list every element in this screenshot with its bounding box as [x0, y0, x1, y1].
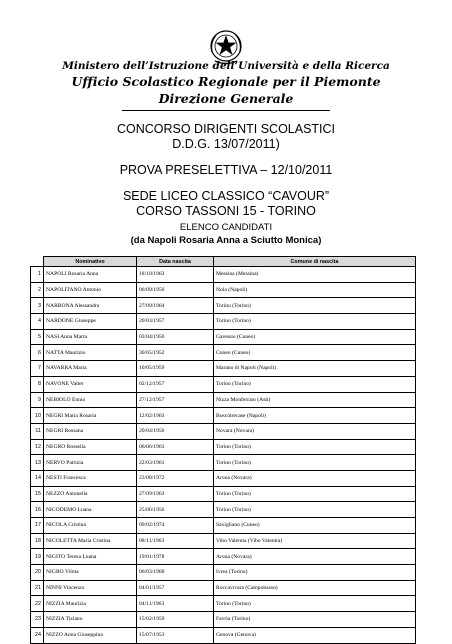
- birth-date: 27/09/1964: [137, 298, 214, 314]
- table-row: [31, 533, 416, 549]
- row-number: 4: [31, 314, 44, 330]
- column-header-date: Data nascita: [137, 257, 214, 267]
- birth-date: 15/02/1959: [137, 612, 214, 628]
- birth-date: 03/04/1956: [137, 329, 214, 345]
- birth-date: 30/05/1952: [137, 345, 214, 361]
- table-row: [31, 627, 416, 643]
- table-row: [31, 470, 416, 486]
- row-number: 11: [31, 423, 44, 439]
- candidate-name: NIZZIA Maurizia: [44, 596, 137, 612]
- row-number: 1: [31, 267, 44, 283]
- candidate-name: NASI Anna Marta: [44, 329, 137, 345]
- table-header-row: [31, 257, 416, 267]
- row-number: 7: [31, 361, 44, 377]
- table-row: [31, 455, 416, 471]
- birth-place: Genova (Genova): [214, 627, 416, 643]
- table-row: [31, 439, 416, 455]
- candidate-name: NIZZO Anna Giuseppina: [44, 627, 137, 643]
- table-row: [31, 361, 416, 377]
- candidate-name: NAVARRA Maria: [44, 361, 137, 377]
- contest-title: CONCORSO DIRIGENTI SCOLASTICI: [116, 122, 336, 136]
- birth-place: Torino (Torino): [214, 486, 416, 502]
- birth-place: Savigliano (Cuneo): [214, 518, 416, 534]
- birth-date: 20/04/1956: [137, 423, 214, 439]
- candidate-name: NARBONA Alessandra: [44, 298, 137, 314]
- row-number: 12: [31, 439, 44, 455]
- row-number: 9: [31, 392, 44, 408]
- birth-date: 20/03/1957: [137, 314, 214, 330]
- birth-place: Arona (Novara): [214, 549, 416, 565]
- candidate-name: NEBIOLO Ennio: [44, 392, 137, 408]
- row-number: 2: [31, 282, 44, 298]
- birth-date: 22/03/1961: [137, 455, 214, 471]
- row-number: 15: [31, 486, 44, 502]
- birth-place: Garessio (Cuneo): [214, 329, 416, 345]
- list-range: (da Napoli Rosaria Anna a Sciutto Monica): [130, 235, 322, 246]
- candidate-name: NAVONE Valter: [44, 376, 137, 392]
- birth-place: Cuneo (Cuneo): [214, 345, 416, 361]
- birth-date: 27/12/1957: [137, 392, 214, 408]
- table-row: [31, 596, 416, 612]
- table-row: [31, 298, 416, 314]
- candidate-name: NATTA Maurizio: [44, 345, 137, 361]
- birth-place: Torino (Torino): [214, 502, 416, 518]
- table-row: [31, 345, 416, 361]
- birth-place: Torino (Torino): [214, 376, 416, 392]
- candidate-name: NEGRO Rossella: [44, 439, 137, 455]
- candidate-name: NICODEMO Luana: [44, 502, 137, 518]
- birth-date: 02/12/1957: [137, 376, 214, 392]
- contest-decree: D.D.G. 13/07/2011): [172, 137, 280, 151]
- list-heading: ELENCO CANDIDATI: [179, 222, 273, 233]
- row-number: 10: [31, 408, 44, 424]
- row-number: 5: [31, 329, 44, 345]
- office-name: Ufficio Scolastico Regionale per il Piemonte: [71, 74, 381, 89]
- table-row: [31, 376, 416, 392]
- row-number: 13: [31, 455, 44, 471]
- birth-place: Roccavivara (Campobasso): [214, 580, 416, 596]
- candidate-name: NICOLETTA Maria Cristina: [44, 533, 137, 549]
- column-header-city: Comune di nascita: [214, 257, 416, 267]
- birth-place: Nola (Napoli): [214, 282, 416, 298]
- row-number: 14: [31, 470, 44, 486]
- row-number: 22: [31, 596, 44, 612]
- table-row: [31, 392, 416, 408]
- candidates-table: [30, 256, 416, 644]
- birth-place: Torino (Torino): [214, 596, 416, 612]
- direction-name: Direzione Generale: [158, 91, 294, 106]
- venue-address: CORSO TASSONI 15 - TORINO: [136, 204, 316, 218]
- birth-date: 06/09/1956: [137, 282, 214, 298]
- table-row: [31, 565, 416, 581]
- row-number: 18: [31, 533, 44, 549]
- table-row: [31, 423, 416, 439]
- birth-date: 04/01/1957: [137, 580, 214, 596]
- birth-place: Marano di Napoli (Napoli): [214, 361, 416, 377]
- birth-place: Torino (Torino): [214, 439, 416, 455]
- candidate-name: NICOLA Cristina: [44, 518, 137, 534]
- candidate-name: NAPOLITANO Antonio: [44, 282, 137, 298]
- exam-title: PROVA PRESELETTIVA – 12/10/2011: [119, 163, 333, 177]
- candidate-name: NESTI Francesca: [44, 470, 137, 486]
- birth-date: 08/11/1963: [137, 533, 214, 549]
- table-row: [31, 518, 416, 534]
- ministry-name: Ministero dell’Istruzione dell’Università e della Ricerca: [62, 60, 390, 72]
- header-number-blank: [31, 257, 44, 267]
- row-number: 19: [31, 549, 44, 565]
- candidate-name: NEZZO Antonella: [44, 486, 137, 502]
- birth-date: 15/07/1953: [137, 627, 214, 643]
- birth-date: 09/02/1974: [137, 518, 214, 534]
- candidate-name: NARDONE Giuseppe: [44, 314, 137, 330]
- header-underline: [122, 110, 330, 111]
- birth-date: 06/06/1963: [137, 439, 214, 455]
- birth-date: 06/03/1960: [137, 565, 214, 581]
- birth-date: 12/02/1963: [137, 408, 214, 424]
- birth-date: 04/11/1963: [137, 596, 214, 612]
- row-number: 24: [31, 627, 44, 643]
- table-row: [31, 549, 416, 565]
- birth-place: Favria (Torino): [214, 612, 416, 628]
- candidate-name: NAPOLI Rosaria Anna: [44, 267, 137, 283]
- birth-place: Boscotrecase (Napoli): [214, 408, 416, 424]
- venue-name: SEDE LICEO CLASSICO “CAVOUR”: [122, 189, 330, 203]
- birth-date: 27/09/1963: [137, 486, 214, 502]
- birth-place: Nizza Monferrato (Asti): [214, 392, 416, 408]
- birth-place: Torino (Torino): [214, 455, 416, 471]
- row-number: 3: [31, 298, 44, 314]
- candidate-name: NIZZIA Tiziano: [44, 612, 137, 628]
- table-row: [31, 329, 416, 345]
- table-row: [31, 612, 416, 628]
- row-number: 16: [31, 502, 44, 518]
- candidate-name: NIGITO Teresa Luana: [44, 549, 137, 565]
- row-number: 23: [31, 612, 44, 628]
- table-row: [31, 580, 416, 596]
- birth-date: 25/06/1956: [137, 502, 214, 518]
- candidate-name: NEGRI Maria Rosaria: [44, 408, 137, 424]
- row-number: 20: [31, 565, 44, 581]
- table-row: [31, 486, 416, 502]
- birth-place: Messina (Messina): [214, 267, 416, 283]
- candidate-name: NINNI Vincenzo: [44, 580, 137, 596]
- table-row: [31, 267, 416, 283]
- birth-place: Novara (Novara): [214, 423, 416, 439]
- row-number: 17: [31, 518, 44, 534]
- birth-date: 18/10/1963: [137, 267, 214, 283]
- birth-place: Torino (Torino): [214, 314, 416, 330]
- candidate-name: NERVO Patrizia: [44, 455, 137, 471]
- birth-place: Torino (Torino): [214, 298, 416, 314]
- birth-place: Arona (Novara): [214, 470, 416, 486]
- birth-date: 10/05/1959: [137, 361, 214, 377]
- birth-date: 19/01/1978: [137, 549, 214, 565]
- candidate-name: NIGRO Vilma: [44, 565, 137, 581]
- column-header-name: Nominativo: [44, 257, 137, 267]
- table-body: [31, 267, 416, 644]
- candidate-name: NEGRI Rossana: [44, 423, 137, 439]
- row-number: 8: [31, 376, 44, 392]
- row-number: 6: [31, 345, 44, 361]
- table-row: [31, 408, 416, 424]
- table-row: [31, 282, 416, 298]
- row-number: 21: [31, 580, 44, 596]
- birth-place: Ivrea (Torino): [214, 565, 416, 581]
- birth-place: Vibo Valentia (Vibo Valentia): [214, 533, 416, 549]
- table-row: [31, 502, 416, 518]
- birth-date: 23/08/1972: [137, 470, 214, 486]
- table-row: [31, 314, 416, 330]
